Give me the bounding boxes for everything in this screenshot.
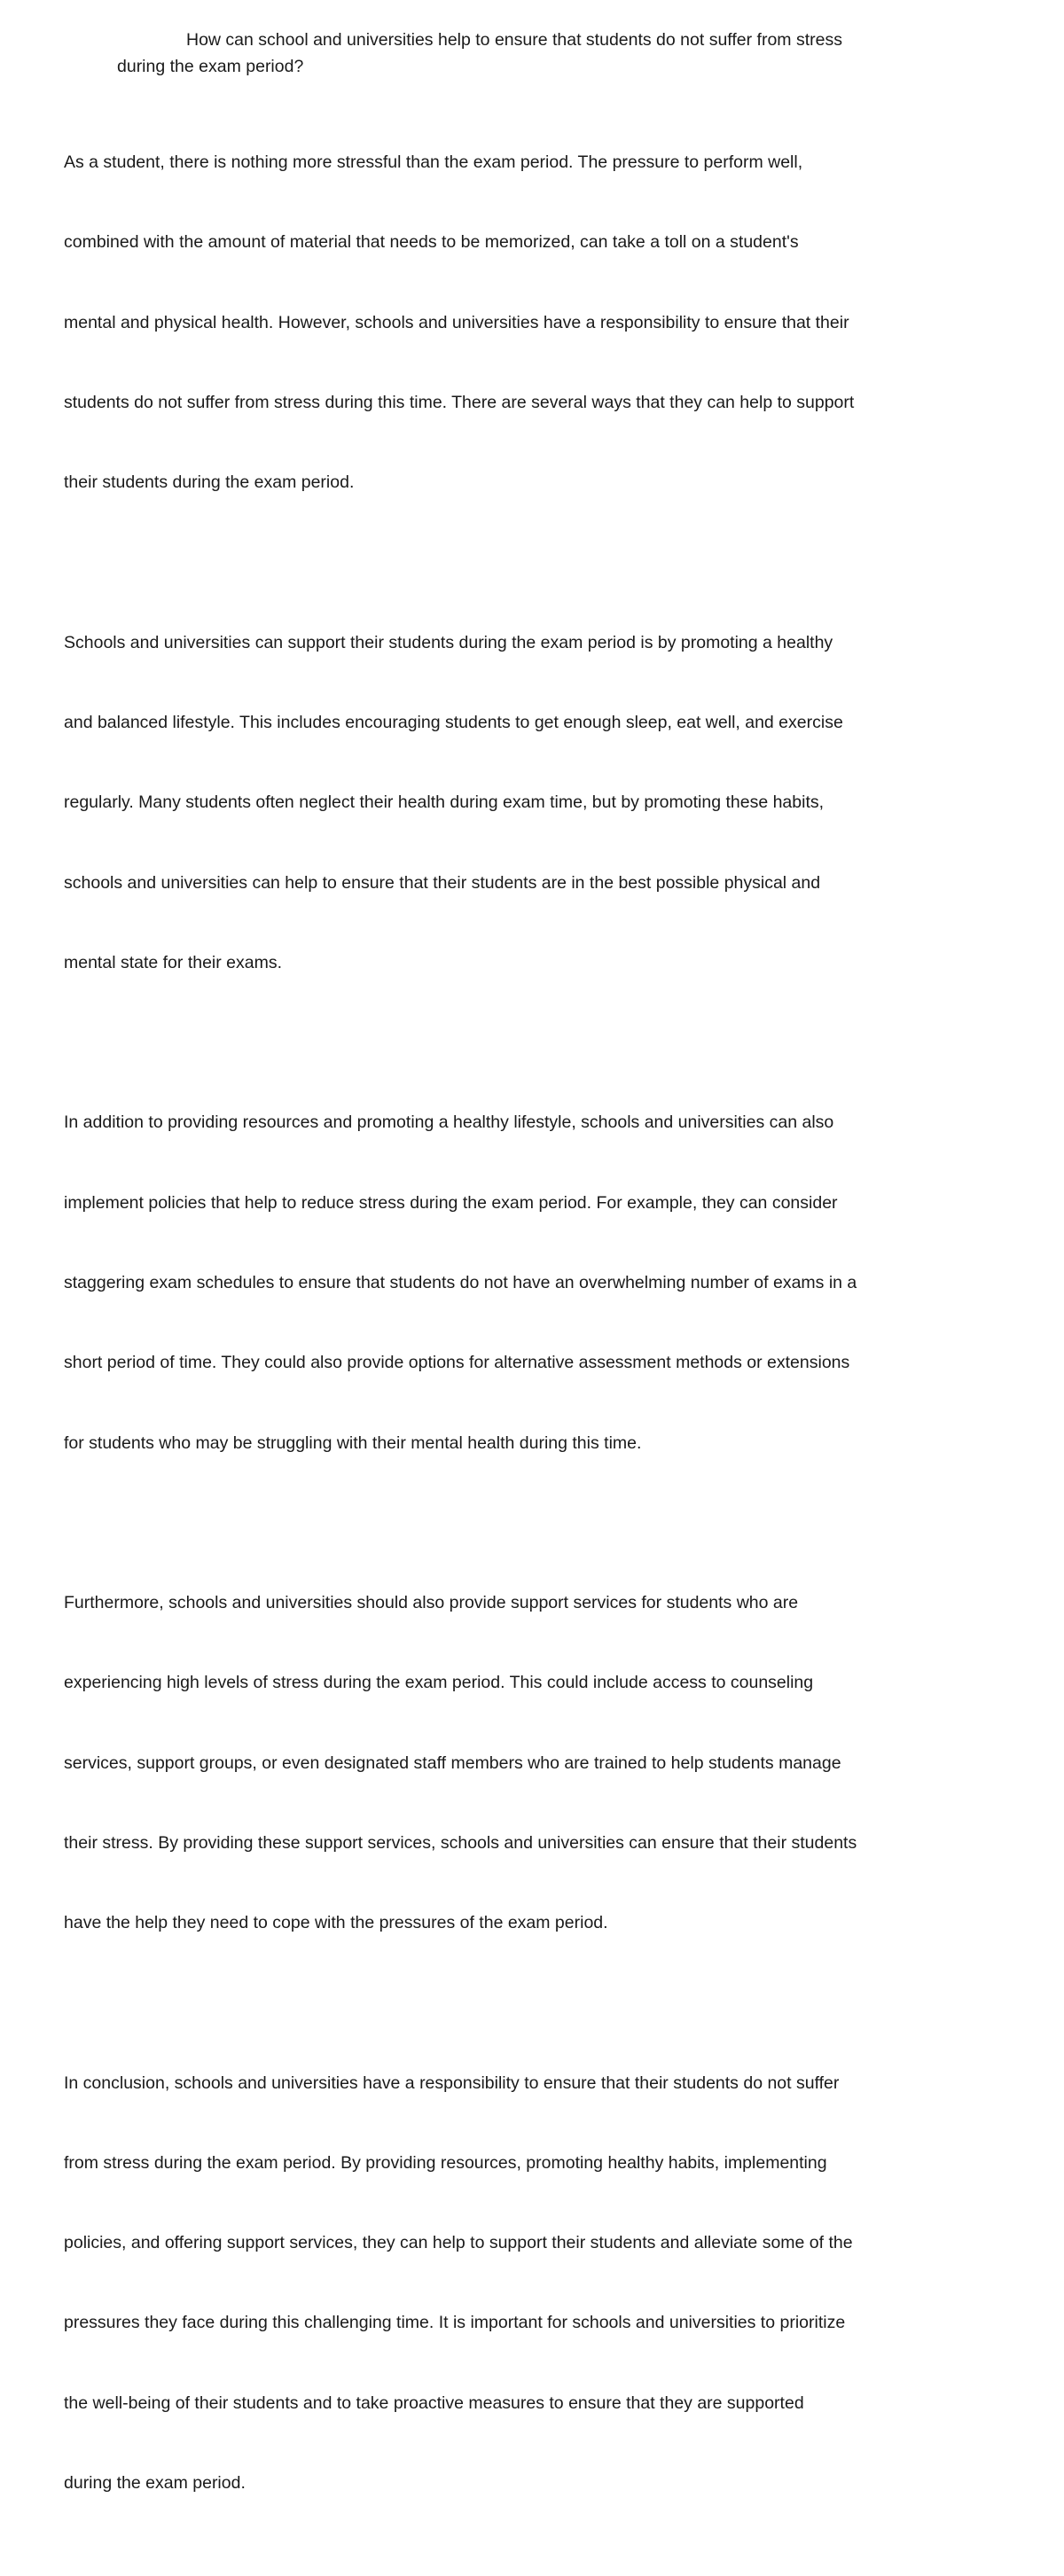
text-line: schools and universities can help to ensure that their students are in the best possible physical and: [64, 872, 821, 893]
text-line: during the exam period.: [64, 2472, 246, 2493]
title-line: during the exam period?: [117, 57, 304, 76]
paragraph-introduction: [64, 96, 995, 550]
paragraph-healthy-lifestyle: [64, 576, 995, 1030]
text-line: In conclusion, schools and universities have a responsibility to ensure that their students do not suffer: [64, 2073, 840, 2093]
text-line: their stress. By providing these support services, schools and universities can ensure that their students: [64, 1832, 857, 1853]
text-line: and balanced lifestyle. This includes encouraging students to get enough sleep, eat well, and exercise: [64, 713, 843, 733]
essay-title: [117, 27, 968, 80]
text-line: regularly. Many students often neglect their health during exam time, but by promoting these habits,: [64, 792, 825, 813]
text-line: implement policies that help to reduce stress during the exam period. For example, they can consider: [64, 1192, 838, 1213]
text-line: from stress during the exam period. By providing resources, promoting healthy habits, implementing: [64, 2152, 827, 2173]
text-line: the well-being of their students and to take proactive measures to ensure that they are supported: [64, 2393, 804, 2413]
title-line: How can school and universities help to ensure that students do not suffer from stress: [186, 30, 842, 50]
paragraph-support-services: [64, 1536, 995, 1990]
text-line: experiencing high levels of stress during the exam period. This could include access to counseling: [64, 1673, 814, 1693]
text-line: Schools and universities can support their students during the exam period is by promoting a healthy: [64, 632, 833, 652]
text-line: services, support groups, or even designated staff members who are trained to help students manage: [64, 1752, 841, 1773]
text-line: mental and physical health. However, schools and universities have a responsibility to ensure that their: [64, 312, 849, 332]
paragraph-conclusion: [64, 2016, 995, 2549]
text-line: In addition to providing resources and promoting a healthy lifestyle, schools and universities can also: [64, 1112, 834, 1133]
paragraph-policies: [64, 1056, 995, 1510]
text-line: policies, and offering support services, they can help to support their students and alleviate some of the: [64, 2233, 853, 2253]
text-line: students do not suffer from stress during this time. There are several ways that they can help to support: [64, 393, 855, 413]
text-line: staggering exam schedules to ensure that students do not have an overwhelming number of exams in a: [64, 1272, 857, 1292]
text-line: their students during the exam period.: [64, 472, 355, 493]
text-line: mental state for their exams.: [64, 952, 283, 972]
text-line: have the help they need to cope with the pressures of the exam period.: [64, 1913, 608, 1933]
text-line: for students who may be struggling with their mental health during this time.: [64, 1432, 642, 1453]
text-line: short period of time. They could also provide options for alternative assessment methods or extensions: [64, 1353, 850, 1373]
text-line: combined with the amount of material that needs to be memorized, can take a toll on a student's: [64, 232, 799, 253]
text-line: Furthermore, schools and universities should also provide support services for students who are: [64, 1592, 799, 1612]
text-line: As a student, there is nothing more stressful than the exam period. The pressure to perform well,: [64, 152, 803, 173]
text-line: pressures they face during this challenging time. It is important for schools and universities to prioritize: [64, 2313, 846, 2333]
document-page: [64, 27, 1004, 2576]
